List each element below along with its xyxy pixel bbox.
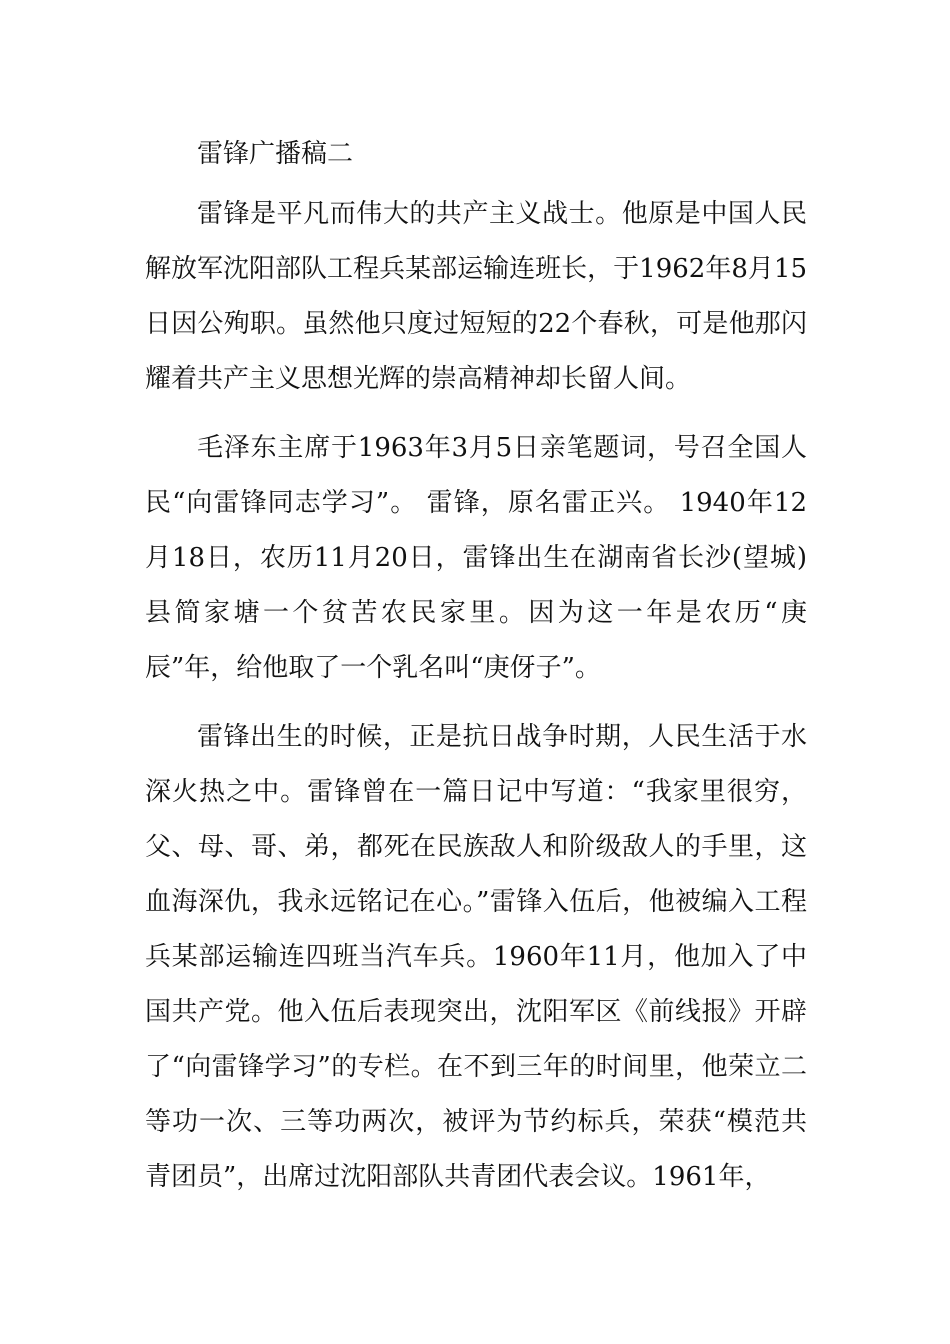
document-title: 雷锋广播稿二	[197, 139, 354, 169]
paragraph-1: 雷锋是平凡而伟大的共产主义战士。他原是中国人民解放军沈阳部队工程兵某部运输连班长，于1962年8月15日因公殉职。虽然他只度过短短的22个春秋，可是他那闪耀着共产主义思想光辉的崇高精神却长留人间。	[145, 199, 807, 394]
paragraph-3: 雷锋出生的时候，正是抗日战争时期，人民生活于水深火热之中。雷锋曾在一篇日记中写道：“我家里很穷，父、母、哥、弟，都死在民族敌人和阶级敌人的手里，这血海深仇，我永远铭记在心。”雷锋入伍后，他被编入工程兵某部运输连四班当汽车兵。1960年11月，他加入了中国共产党。他入伍后表现突出，沈阳军区《前线报》开辟了“向雷锋学习”的专栏。在不到三年的时间里，他荣立二等功一次、三等功两次，被评为节约标兵，荣获“模范共青团员”，出席过沈阳部队共青团代表会议。1961年，	[145, 722, 807, 1192]
paragraph-2: 毛泽东主席于1963年3月5日亲笔题词，号召全国人民“向雷锋同志学习”。 雷锋，原名雷正兴。 1940年12月18日，农历11月20日，雷锋出生在湖南省长沙(望城)县简家塘一个贫苦农民家里。因为这一年是农历“庚辰”年，给他取了一个乳名叫“庚伢子”。	[145, 433, 807, 683]
document-body	[145, 187, 807, 1219]
